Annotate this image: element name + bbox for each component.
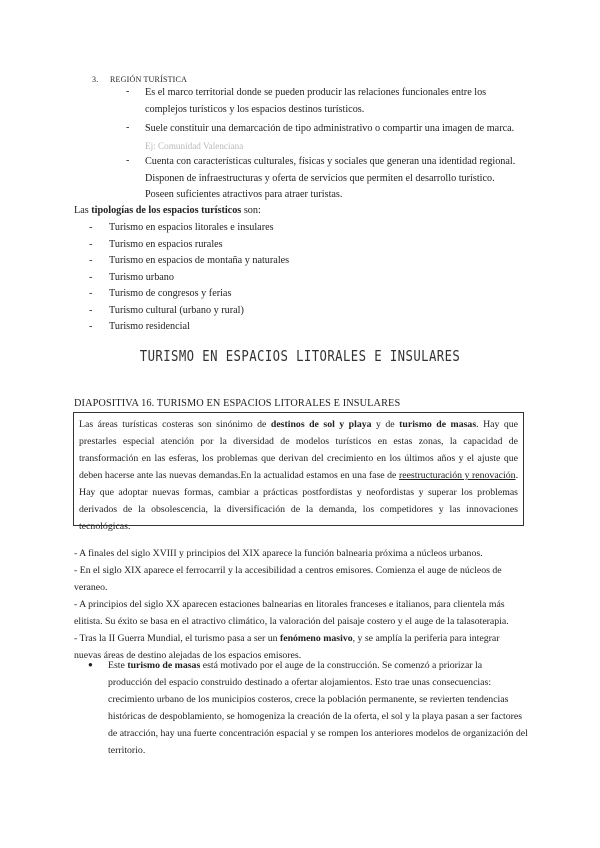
list-item: - Turismo en espacios de montaña y naturales [89,255,290,266]
region-example: Ej: Comunidad Valenciana [145,140,244,151]
intro-text: Las [74,205,92,216]
list-item-label: Turismo en espacios de montaña y naturales [109,255,290,266]
list-item-label: Turismo de congresos y ferias [109,288,232,299]
box-text: . Hay que adoptar nuevas formas, cambiar a prácticas postfordistas y neofordistas y superar los problemas derivados de la obsolescencia, la diversificación de la demanda, los competidores y las innovaciones tecnológicas. [79,470,519,532]
box-bold: destinos de sol y playa [270,419,372,430]
dash-marker: - [126,86,130,97]
list-item-label: Turismo en espacios litorales e insulares [109,222,274,233]
summary-box [73,412,524,532]
bullet-text: Este [108,660,128,671]
dash-marker: - [126,122,130,133]
bullet-paragraph [108,657,528,759]
bullet-text: está motivado por el auge de la construcción. Se comenzó a priorizar la producción del espacio construido destinado a ofertar alojamientos. Esto trae unas consecuencias: crecimiento urbano de los municipios costeros, crece la población permanente, se revierten tendencias históricas de despoblamiento, se homogeniza la creación de la oferta, el sol y la playa pasan a ser factores de atracción, hay una fuerte concentración espacial y se rompen los anteriores modelos de organización del territorio. [108,660,528,756]
region-point-line: Suele constituir una demarcación de tipo administrativo o compartir una imagen de marca. [145,123,515,134]
list-item-label: Turismo urbano [109,271,174,283]
history-text: , y se amplía la periferia para integrar nuevas áreas de destino alejadas de los espacios emisores. [74,633,500,661]
bullet-icon: ● [88,660,93,669]
list-item: - Turismo en espacios rurales [89,238,223,250]
list-item: - Turismo de congresos y ferias [89,288,232,299]
history-paragraph: - A principios del siglo XX aparecen estaciones balnearias en litorales franceses e italianos, para clientela más elitista. Su éxito se basa en el atractivo climático, la valoración del paisaje costero y el auge de la talasoterapia. [74,599,509,627]
box-bold: turismo de masas [399,419,477,430]
region-point-line: Cuenta con características culturales, físicas y sociales que generan una identidad regional. [145,156,516,167]
list-item: - Turismo cultural (urbano y rural) [89,304,244,316]
summary-paragraph [79,416,518,535]
region-number: 3. [92,75,99,84]
history-paragraph: - En el siglo XIX aparece el ferrocarril y la accesibilidad a centros emisores. Comienza el auge de núcleos de veraneo. [74,565,502,593]
box-text: y de [371,419,400,430]
region-point-2 [145,121,565,154]
history-block [74,545,526,664]
section-title: TURISMO EN ESPACIOS LITORALES E INSULARES [139,347,461,365]
dash-marker: - [126,155,130,166]
region-point-3 [145,154,565,204]
region-title: REGIÓN TURÍSTICA [110,75,188,84]
history-bold: fenómeno masivo [279,633,353,644]
history-paragraph: - A finales del siglo XVIII y principios del XIX aparece la función balnearia próxima a núcleos urbanos. [74,548,483,559]
tipologias-intro [74,203,261,220]
box-underlined: reestructuración y renovación [398,470,516,481]
box-text: Las áreas turísticas costeras son sinónimo de [79,419,271,430]
region-point-line: complejos turísticos y los espacios destinos turísticos. [145,103,365,115]
diapositiva-title: DIAPOSITIVA 16. TURISMO EN ESPACIOS LITORALES E INSULARES [74,398,401,409]
list-item: - Turismo urbano [89,271,174,283]
region-point-line: Es el marco territorial donde se pueden producir las relaciones funcionales entre los [145,87,487,98]
history-text: - Tras la II Guerra Mundial, el turismo pasa a ser un [74,633,280,644]
box-text: . Hay que prestarles especial atención por la diversidad de modelos turísticos en estas zonas, la capacidad de transformación en las esferas, los problemas que derivan del crecimiento en los últimos años y el ajuste que deben hacerse ante las nuevas demandas.En la actualidad estamos en una fase de [79,419,519,481]
list-item-label: Turismo cultural (urbano y rural) [109,304,244,316]
list-item: - Turismo en espacios litorales e insulares [89,222,274,233]
tipologias-list [89,220,509,336]
list-item-label: Turismo en espacios rurales [109,238,223,250]
region-point-1 [145,85,545,118]
list-item-label: Turismo residencial [109,321,190,332]
region-point-line: Disponen de infraestructuras y oferta de servicios que permiten el desarrollo turístico. [145,172,495,184]
intro-text-end: son: [241,205,261,216]
region-point-line: Poseen suficientes atractivos para atraer turistas. [145,189,343,200]
intro-bold: tipologías de los espacios turísticos [91,205,242,216]
bullet-bold: turismo de masas [127,660,201,671]
list-item: - Turismo residencial [89,321,190,332]
